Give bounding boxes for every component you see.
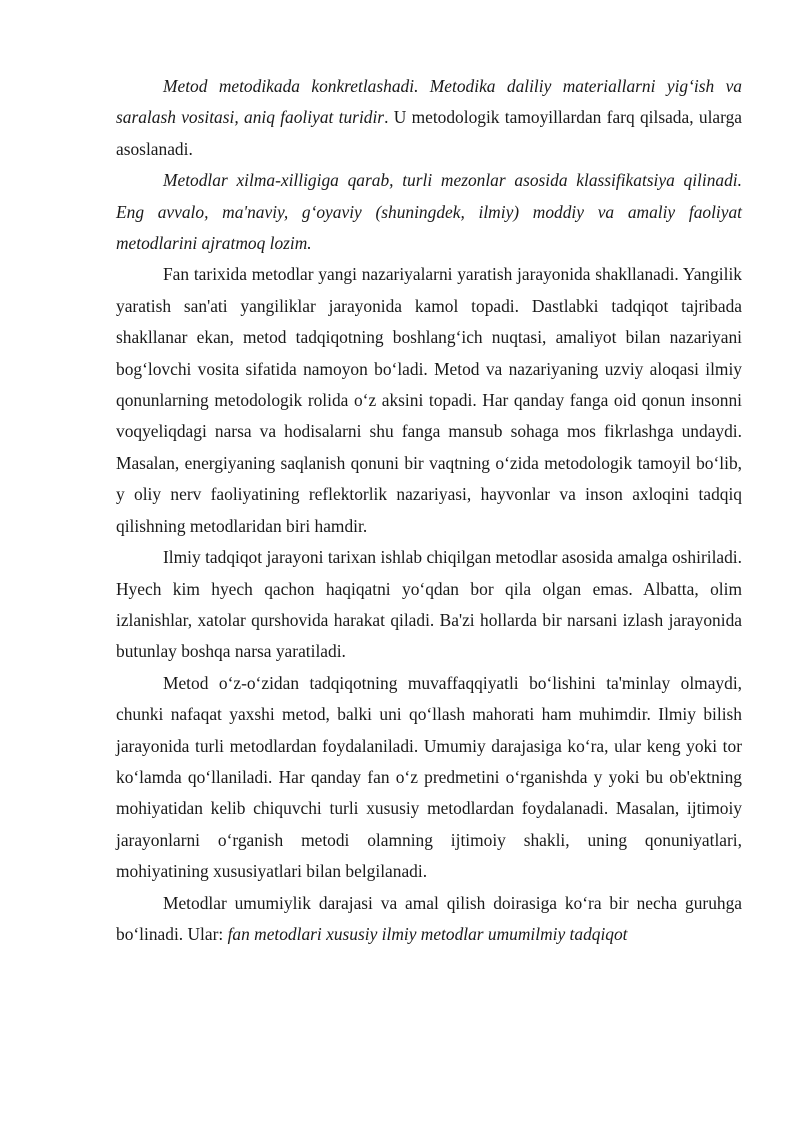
- paragraph-italic-tail: fan metodlari xususiy ilmiy metodlar umumilmiy tadqiqot: [227, 923, 628, 944]
- paragraph-metodlar-klassifikatsiya: [116, 165, 742, 259]
- paragraph-text: Metodlar umumiylik darajasi va amal qilish doirasiga ko‘ra bir necha guruhga bo‘linadi. Ular:: [116, 892, 742, 944]
- paragraph-metod-ozozidan: [116, 668, 742, 888]
- paragraph-metod-metodika: [116, 71, 742, 165]
- paragraph-text: . U metodologik tamoyillardan farq qilsada, ularga asoslanadi.: [116, 107, 743, 159]
- paragraph-text: Metod o‘z-o‘zidan tadqiqotning muvaffaqqiyatli bo‘lishini ta'minlay olmaydi, chunki nafaqat yaxshi metod, balki uni qo‘llash mahorati ham muhimdir. Ilmiy bilish jarayonida turli metodlardan foydalaniladi. Umumiy darajasiga ko‘ra, ular keng yoki tor ko‘lamda qo‘llaniladi. Har qanday fan o‘z predmetini o‘rganishda y yoki bu ob'ektning mohiyatidan kelib chiquvchi turli xususiy metodlardan foydalanadi. Masalan, ijtimoiy jarayonlarni o‘rganish metodi olamning ijtimoiy shakli, uning qonuniyatlari, mohiyatining xususiyatlari bilan belgilanadi.: [116, 672, 742, 882]
- paragraph-text: Ilmiy tadqiqot jarayoni tarixan ishlab chiqilgan metodlar asosida amalga oshiriladi. Hyech kim hyech qachon haqiqatni yo‘qdan bor qila olgan emas. Albatta, olim izlanishlar, xatolar qurshovida harakat qiladi. Ba'zi hollarda bir narsani izlash jarayonida butunlay boshqa narsa yaratiladi.: [116, 547, 742, 662]
- paragraph-ilmiy-tadqiqot: [116, 542, 742, 668]
- paragraph-italic-lead: Metodlar xilma-xilligiga qarab, turli mezonlar asosida klassifikatsiya qilinadi. Eng avvalo, ma'naviy, g‘oyaviy (shuningdek, ilmiy) moddiy va amaliy faoliyat metodlarini ajratmoq lozim.: [116, 170, 742, 254]
- paragraph-fan-tarixida: [116, 259, 742, 542]
- paragraph-italic-lead: Metod metodikada konkretlashadi. Metodika daliliy materiallarni yig‘ish va saralash vositasi, aniq faoliyat turidir: [116, 76, 742, 128]
- paragraph-metodlar-umumiylik: [116, 888, 742, 951]
- paragraph-text: Fan tarixida metodlar yangi nazariyalarni yaratish jarayonida shakllanadi. Yangilik yaratish san'ati yangiliklar jarayonida kamol topadi. Dastlabki tadqiqot tajribada shakllanar ekan, metod tadqiqotning boshlang‘ich nuqtasi, amaliyot bilan nazariyani bog‘lovchi vosita sifatida namoyon bo‘ladi. Metod va nazariyaning uzviy aloqasi ilmiy qonunlarning metodologik rolida o‘z aksini topadi. Har qanday fanga oid qonun insonni voqyeliqdagi narsa va hodisalarni shu fanga mansub sohaga mos fikrlashga undaydi. Masalan, energiyaning saqlanish qonuni bir vaqtning o‘zida metodologik tamoyil bo‘lib, y oliy nerv faoliyatining reflektorlik nazariyasi, hayvonlar va inson axloqini tadqiq qilishning metodlaridan biri hamdir.: [116, 264, 742, 536]
- document-page: [116, 71, 742, 950]
